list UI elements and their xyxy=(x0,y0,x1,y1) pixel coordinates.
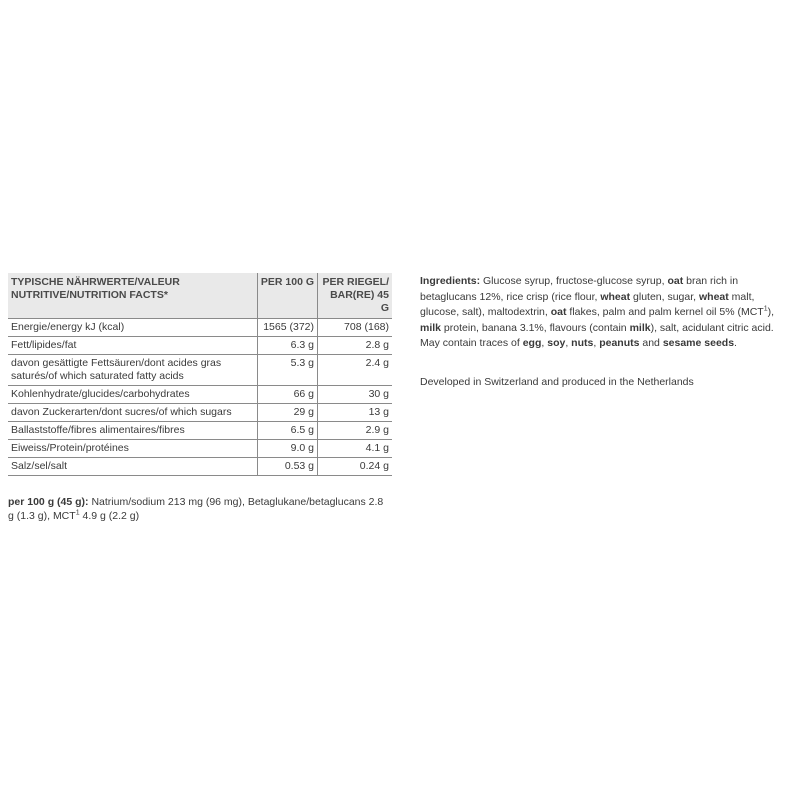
ingredients-text: gluten, sugar, xyxy=(630,290,699,303)
footnote-superscript: 1 xyxy=(75,509,80,517)
row-per-100g: 0.53 g xyxy=(257,458,318,476)
header-per-100g: PER 100 G xyxy=(257,273,318,319)
ingredients-paragraph xyxy=(420,274,792,352)
row-per-bar: 2.8 g xyxy=(318,337,392,355)
allergen: oat xyxy=(667,275,684,287)
ingredients-text: Glucose syrup, fructose-glucose syrup, xyxy=(480,275,668,287)
row-label: Fett/lipides/fat xyxy=(8,337,257,355)
row-per-bar: 2.9 g xyxy=(318,422,392,440)
ingredients-text: malt, glucose, salt), maltodextrin, xyxy=(420,290,755,318)
table-row xyxy=(8,404,392,422)
table-row xyxy=(8,440,392,458)
allergen: peanuts xyxy=(599,337,640,349)
nutrition-footnote xyxy=(8,495,392,523)
ingredients-text: , xyxy=(565,337,572,349)
ingredients-superscript: 1 xyxy=(763,305,768,313)
row-per-bar: 30 g xyxy=(318,386,392,404)
allergen: nuts xyxy=(571,337,594,349)
row-per-bar: 0.24 g xyxy=(318,458,392,476)
allergen: wheat xyxy=(699,290,729,303)
ingredients-text: and xyxy=(639,337,663,349)
nutrition-table xyxy=(8,273,392,476)
nutrition-table-header xyxy=(8,273,392,319)
row-label: Eiweiss/Protein/protéines xyxy=(8,440,257,458)
table-row xyxy=(8,319,392,337)
header-per-bar: PER RIEGEL/ BAR(RE) 45 G xyxy=(318,273,392,319)
table-row xyxy=(8,337,392,355)
allergen: wheat xyxy=(600,290,631,303)
ingredients-text: ), salt, acidulant citric acid. May contain traces of xyxy=(420,321,774,349)
allergen: oat xyxy=(550,306,567,318)
footnote-lead: per 100 g (45 g): xyxy=(8,496,89,508)
allergen: milk xyxy=(420,321,442,334)
ingredients-text: protein, banana 3.1%, flavours (contain xyxy=(441,321,630,334)
row-per-bar: 4.1 g xyxy=(318,440,392,458)
origin-statement: Developed in Switzerland and produced in the Netherlands xyxy=(420,376,694,388)
ingredients-text: , xyxy=(593,337,600,349)
row-label: davon Zuckerarten/dont sucres/of which sugars xyxy=(8,404,257,422)
table-row xyxy=(8,458,392,476)
header-label: TYPISCHE NÄHRWERTE/VALEUR NUTRITIVE/NUTRITION FACTS* xyxy=(8,273,257,319)
allergen: sesame seeds xyxy=(662,337,735,349)
row-per-100g: 29 g xyxy=(257,404,318,422)
ingredients-text: bran rich in betaglucans 12%, rice crisp (rice flour, xyxy=(420,275,739,303)
row-per-100g: 9.0 g xyxy=(257,440,318,458)
allergen: soy xyxy=(547,337,566,349)
ingredients-text: , xyxy=(541,337,548,349)
row-per-bar: 708 (168) xyxy=(318,319,392,337)
ingredients-text: . xyxy=(734,337,737,349)
row-per-100g: 6.3 g xyxy=(257,337,318,355)
row-per-100g: 66 g xyxy=(257,386,318,404)
footnote-text: 4.9 g (2.2 g) xyxy=(79,510,140,522)
row-per-100g: 6.5 g xyxy=(257,422,318,440)
ingredients-text: flakes, palm and palm kernel oil 5% (MCT xyxy=(566,306,764,318)
row-label: Ballaststoffe/fibres alimentaires/fibres xyxy=(8,422,257,440)
ingredients-label: Ingredients: xyxy=(420,275,481,287)
allergen: egg xyxy=(522,337,542,349)
row-per-100g: 5.3 g xyxy=(257,355,318,386)
row-label: Salz/sel/salt xyxy=(8,458,257,476)
row-label: davon gesättigte Fettsäuren/dont acides gras saturés/of which saturated fatty acids xyxy=(8,355,257,386)
row-per-bar: 2.4 g xyxy=(318,355,392,386)
row-per-bar: 13 g xyxy=(318,404,392,422)
table-row xyxy=(8,422,392,440)
table-row xyxy=(8,386,392,404)
row-label: Energie/energy kJ (kcal) xyxy=(8,319,257,337)
row-per-100g: 1565 (372) xyxy=(257,319,318,337)
ingredients-text: ), xyxy=(767,306,775,318)
allergen: milk xyxy=(629,321,651,334)
row-label: Kohlenhydrate/glucides/carbohydrates xyxy=(8,386,257,404)
table-row xyxy=(8,355,392,386)
footnote-text: Natrium/sodium 213 mg (96 mg), Betaglukane/betaglucans 2.8 g (1.3 g), MCT xyxy=(8,496,384,522)
